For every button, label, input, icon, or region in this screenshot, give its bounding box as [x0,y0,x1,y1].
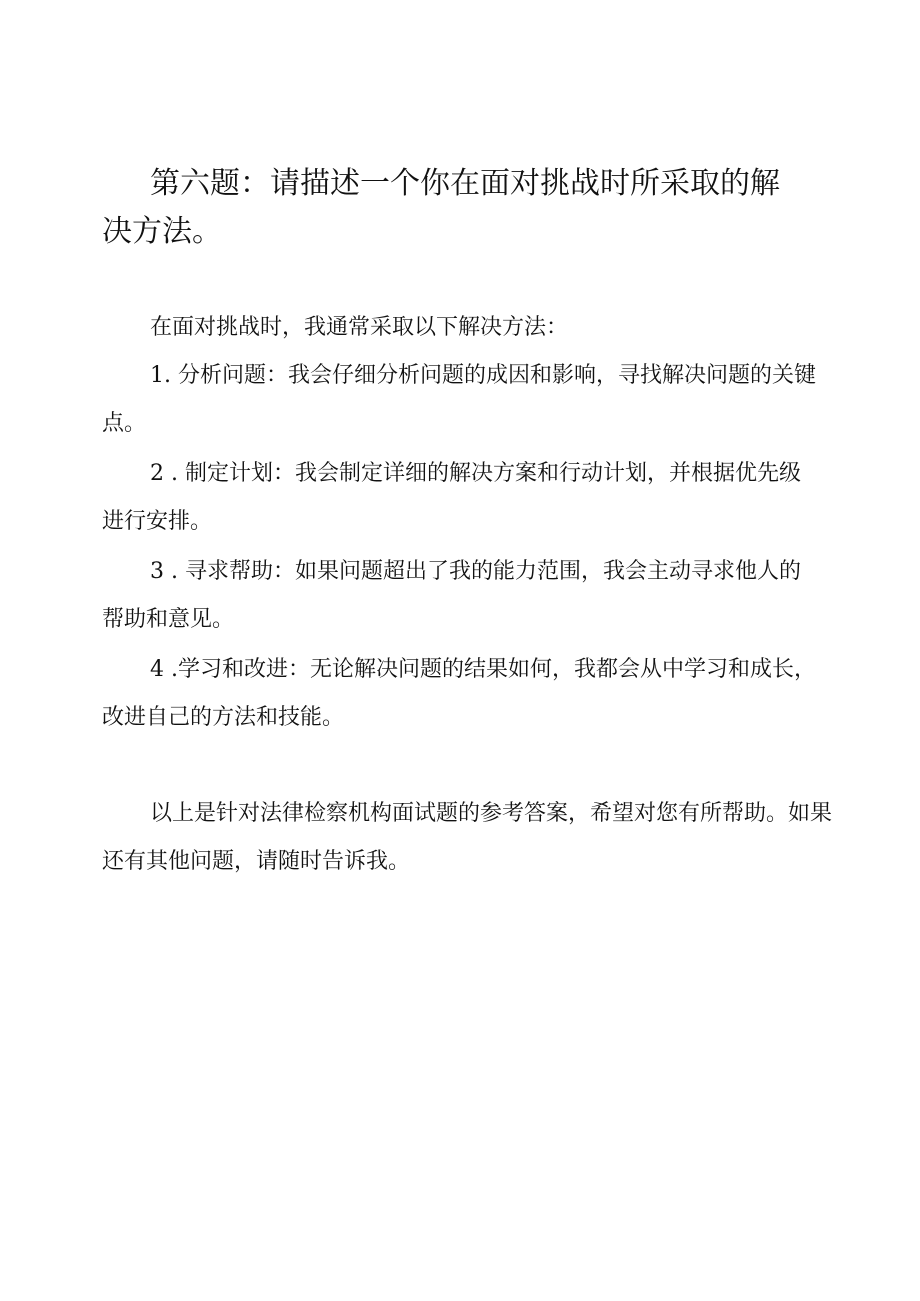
list-item: 4 .学习和改进：无论解决问题的结果如何，我都会从中学习和成长，改进自己的方法和技能。 [102,657,816,730]
intro-paragraph: 在面对挑战时，我通常采取以下解决方法： [150,315,569,340]
list-item: 3 . 寻求帮助：如果问题超出了我的能力范围，我会主动寻求他人的帮助和意见。 [102,559,801,632]
closing-paragraph: 以上是针对法律检察机构面试题的参考答案，希望对您有所帮助。如果还有其他问题，请随时告诉我。 [102,801,833,874]
question-heading: 第六题：请描述一个你在面对挑战时所采取的解决方法。 [102,166,780,249]
list-item: 1. 分析问题：我会仔细分析问题的成因和影响，寻找解决问题的关键点。 [102,363,816,436]
list-item: 2 . 制定计划：我会制定详细的解决方案和行动计划，并根据优先级进行安排。 [102,461,801,534]
